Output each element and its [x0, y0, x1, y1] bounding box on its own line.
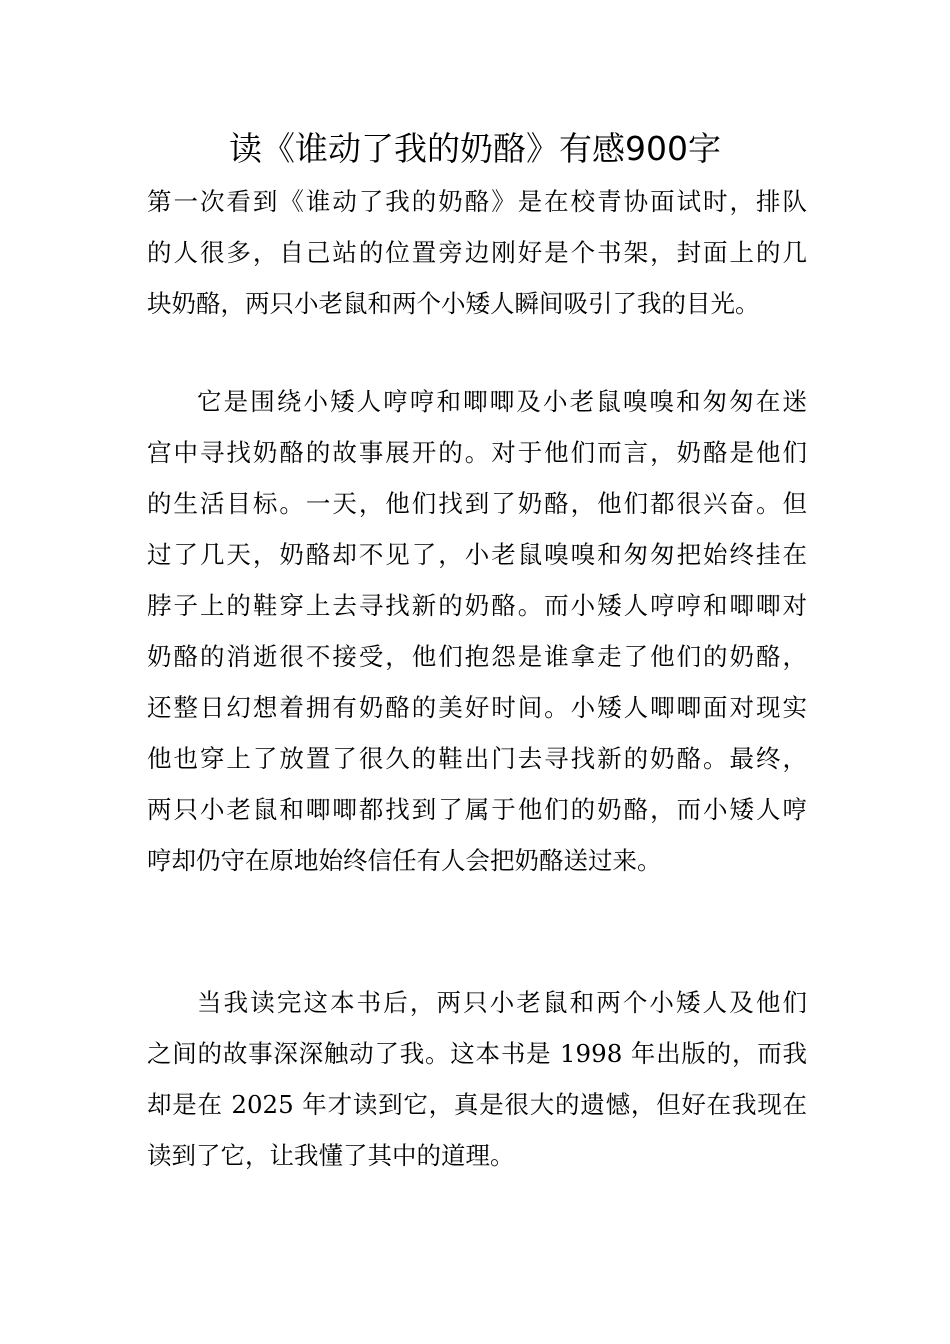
paragraph-3	[147, 977, 807, 1181]
paragraph-line: 他也穿上了放置了很久的鞋出门去寻找新的奶酪。最终，	[147, 744, 807, 773]
paragraph-line: 脖子上的鞋穿上去寻找新的奶酪。而小矮人哼哼和唧唧对	[147, 591, 807, 620]
paragraph-line: 读到了它，让我懂了其中的道理。	[147, 1141, 515, 1170]
paragraph-line: 两只小老鼠和唧唧都找到了属于他们的奶酪，而小矮人哼	[147, 795, 807, 824]
paragraph-line: 块奶酪，两只小老鼠和两个小矮人瞬间吸引了我的目光。	[147, 289, 760, 318]
paragraph-line: 过了几天，奶酪却不见了，小老鼠嗅嗅和匆匆把始终挂在	[147, 540, 807, 569]
document-title: 读《谁动了我的奶酪》有感900字	[229, 129, 721, 168]
paragraph-line: 哼却仍守在原地始终信任有人会把奶酪送过来。	[147, 846, 662, 875]
paragraph-line: 之间的故事深深触动了我。这本书是 1998 年出版的，而我	[147, 1039, 807, 1068]
paragraph-line: 当我读完这本书后，两只小老鼠和两个小矮人及他们	[197, 988, 807, 1017]
paragraph-line: 的人很多，自己站的位置旁边刚好是个书架，封面上的几	[147, 238, 807, 267]
paragraph-line: 却是在 2025 年才读到它，真是很大的遗憾，但好在我现在	[147, 1090, 807, 1119]
paragraph-2	[147, 376, 807, 886]
paragraph-line: 奶酪的消逝很不接受，他们抱怨是谁拿走了他们的奶酪，	[147, 642, 807, 671]
paragraph-1	[147, 176, 807, 329]
paragraph-line: 第一次看到《谁动了我的奶酪》是在校青协面试时，排队	[147, 187, 807, 216]
paragraph-line: 还整日幻想着拥有奶酪的美好时间。小矮人唧唧面对现实	[147, 693, 807, 722]
paragraph-line: 宫中寻找奶酪的故事展开的。对于他们而言，奶酪是他们	[147, 438, 807, 467]
paragraph-line: 它是围绕小矮人哼哼和唧唧及小老鼠嗅嗅和匆匆在迷	[197, 387, 807, 416]
paragraph-line: 的生活目标。一天，他们找到了奶酪，他们都很兴奋。但	[147, 489, 807, 518]
